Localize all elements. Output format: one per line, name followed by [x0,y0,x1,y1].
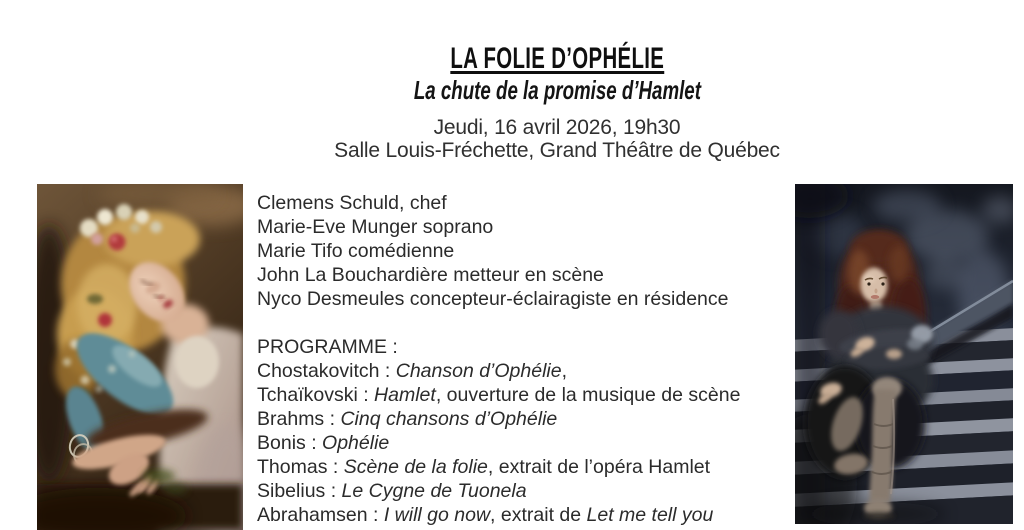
event-datetime-block [90,117,1024,162]
programme-item: Sibelius : Le Cygne de Tuonela [257,480,527,502]
event-venue: Salle Louis-Fréchette, Grand Théâtre de Québec [334,138,780,162]
credit-line: John La Bouchardière metteur en scène [257,264,604,286]
programme-item: Chostakovitch : Chanson d’Ophélie, [257,360,568,382]
programme-item: Tchaïkovski : Hamlet, ouverture de la musique de scène [257,384,741,406]
programme-item: Bonis : Ophélie [257,432,390,454]
credit-line: Marie-Eve Munger soprano [257,216,494,238]
ophelia-painting-image [37,184,243,530]
event-date: Jeudi, 16 avril 2026, 19h30 [433,116,681,139]
program-header [90,44,1024,162]
performer-photo-image [795,184,1013,524]
programme-item: Abrahamsen : I will go now, extrait de Let me tell you [257,504,714,526]
page-subtitle-text: La chute de la promise d’Hamlet [413,75,701,105]
credit-line: Marie Tifo comédienne [257,240,455,262]
programme-item: Brahms : Cinq chansons d’Ophélie [257,408,558,430]
page-title-text: LA FOLIE D’OPHÉLIE [450,42,664,75]
page-title [90,44,1024,74]
credits-list [257,191,729,311]
programme-heading: PROGRAMME : [257,336,398,358]
programme-section [257,335,740,527]
credit-line: Nyco Desmeules concepteur-éclairagiste en résidence [257,288,729,310]
programme-item: Thomas : Scène de la folie, extrait de l’opéra Hamlet [257,456,711,478]
credit-line: Clemens Schuld, chef [257,192,447,214]
page-subtitle [90,76,1024,104]
